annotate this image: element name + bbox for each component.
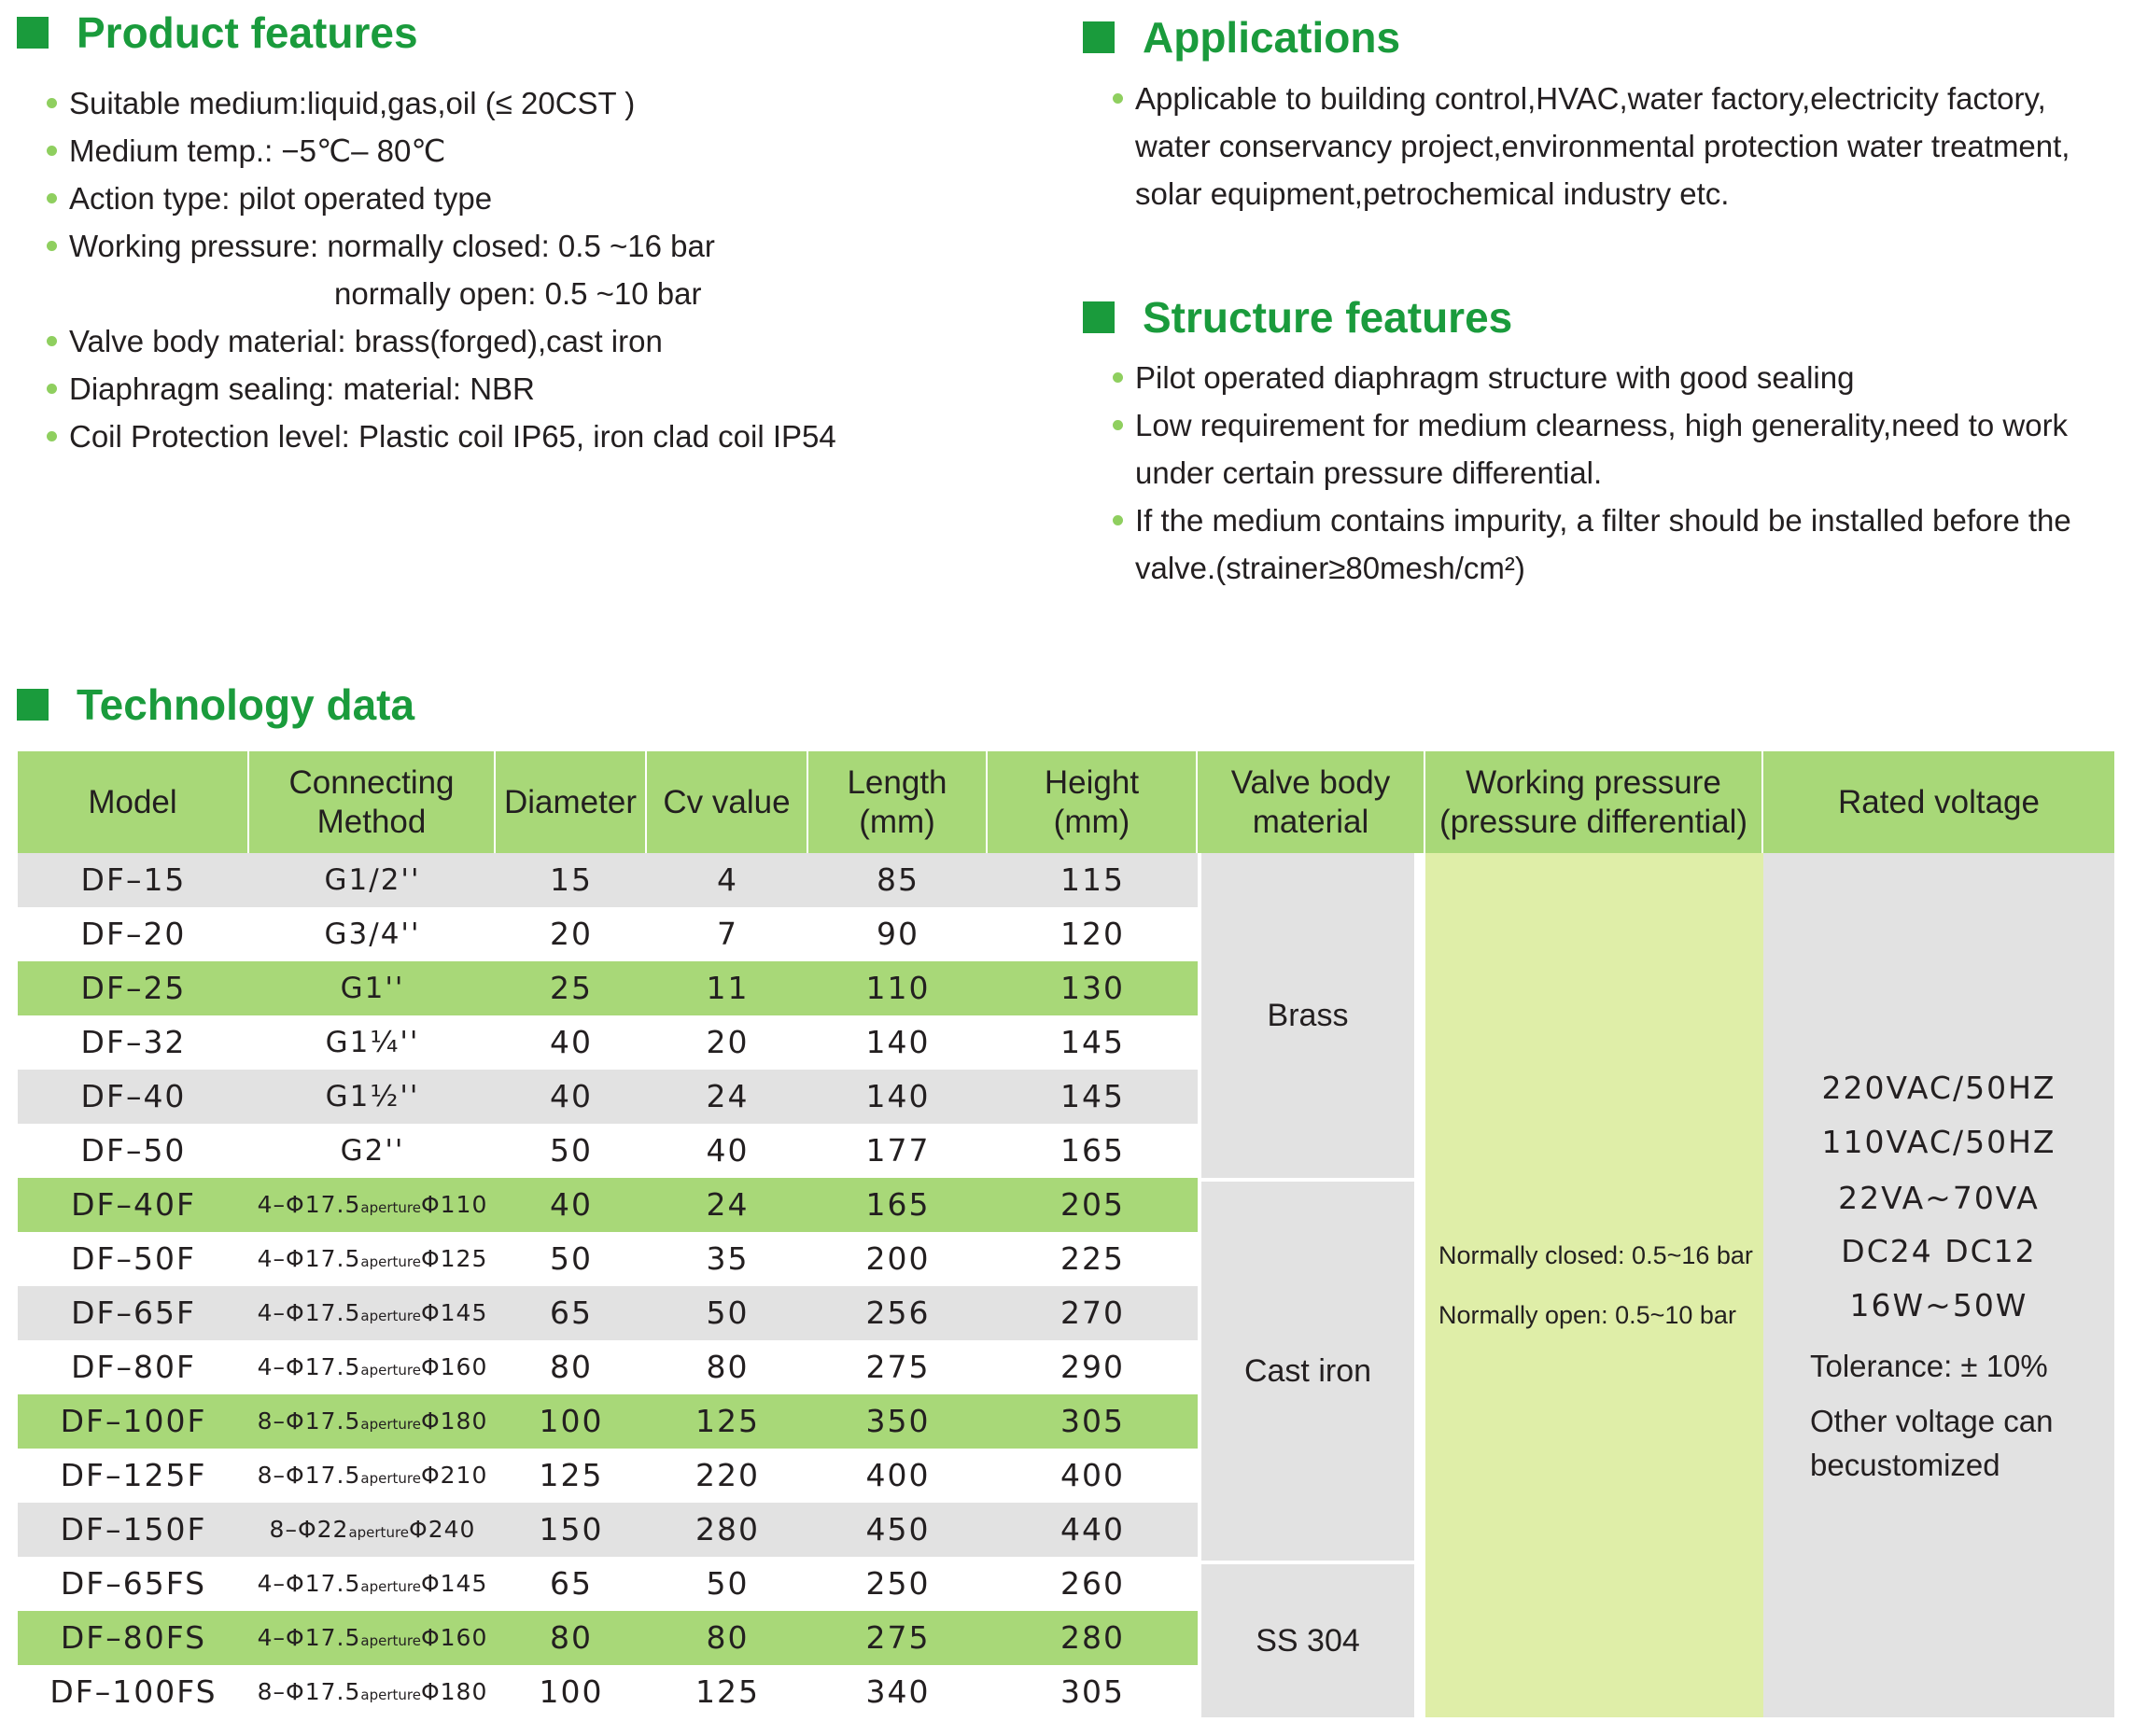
cell-len: 275 bbox=[865, 1349, 931, 1385]
flange-spec: 4–Φ17.5 bbox=[257, 1299, 361, 1326]
cell-len: 177 bbox=[865, 1132, 931, 1169]
cell-hgt: 305 bbox=[1060, 1673, 1125, 1710]
structure-features-list bbox=[1113, 354, 2128, 592]
applications-line: Applicable to building control,HVAC,water factory,electricity factory, bbox=[1135, 81, 2046, 116]
table-row bbox=[18, 1232, 1198, 1286]
material-label: Brass bbox=[1267, 997, 1349, 1033]
technology-data-header bbox=[17, 672, 577, 737]
cell-cv: 125 bbox=[695, 1673, 760, 1710]
aperture-label: aperture bbox=[360, 1253, 421, 1270]
cell-cv: 20 bbox=[706, 1024, 750, 1060]
cell-model: DF–15 bbox=[80, 861, 187, 898]
header-diameter bbox=[496, 751, 647, 853]
table-row bbox=[18, 1015, 1198, 1070]
cell-hgt: 165 bbox=[1060, 1132, 1125, 1169]
cell-len: 140 bbox=[865, 1078, 931, 1114]
cell-model: DF–50 bbox=[80, 1132, 187, 1169]
list-item bbox=[1113, 497, 2128, 592]
material-brass bbox=[1201, 853, 1414, 1178]
voltage-line: DC24 DC12 bbox=[1841, 1233, 2037, 1269]
header-length bbox=[808, 751, 988, 853]
list-item: Suitable medium:liquid,gas,oil (≤ 20CST ) bbox=[47, 79, 1044, 127]
cell-cv: 24 bbox=[706, 1186, 750, 1223]
cell-connecting-method bbox=[249, 1611, 496, 1665]
cell-hgt: 400 bbox=[1060, 1457, 1125, 1493]
cell-len: 110 bbox=[865, 970, 931, 1006]
applications-list bbox=[1113, 75, 2128, 217]
aperture-label: aperture bbox=[360, 1199, 421, 1216]
square-bullet-icon bbox=[1083, 301, 1115, 333]
list-item: Valve body material: brass(forged),cast iron bbox=[47, 317, 1044, 365]
aperture-label: aperture bbox=[360, 1687, 421, 1703]
cell-dia: 40 bbox=[550, 1186, 593, 1223]
list-item: Coil Protection level: Plastic coil IP65, iron clad coil IP54 bbox=[47, 413, 1044, 460]
applications-header bbox=[1083, 5, 2128, 70]
cell-connecting-method bbox=[249, 1070, 496, 1124]
table-row bbox=[18, 961, 1198, 1015]
table-row bbox=[18, 1557, 1198, 1611]
cell-dia: 40 bbox=[550, 1078, 593, 1114]
header-label: Connecting bbox=[288, 763, 455, 801]
cell-cv: 125 bbox=[695, 1403, 760, 1439]
cell-cv: 11 bbox=[706, 970, 750, 1006]
cell-len: 85 bbox=[877, 861, 919, 898]
voltage-line: 22VA~70VA bbox=[1838, 1180, 2040, 1216]
flange-spec: Φ160 bbox=[420, 1624, 488, 1651]
cell-dia: 80 bbox=[550, 1349, 593, 1385]
cell-dia: 20 bbox=[550, 916, 593, 952]
structure-line: under certain pressure differential. bbox=[1135, 455, 1603, 490]
cell-model: DF–65F bbox=[71, 1295, 196, 1331]
flange-spec: Φ110 bbox=[420, 1191, 488, 1218]
list-item bbox=[1113, 75, 2128, 217]
cell-len: 250 bbox=[865, 1565, 931, 1602]
flange-spec: 8–Φ17.5 bbox=[257, 1678, 361, 1705]
cell-model: DF–20 bbox=[80, 916, 187, 952]
applications-line: solar equipment,petrochemical industry etc. bbox=[1135, 176, 1730, 211]
cell-connecting-method bbox=[249, 1665, 496, 1719]
aperture-label: aperture bbox=[360, 1416, 421, 1433]
cell-hgt: 290 bbox=[1060, 1349, 1125, 1385]
cell-connecting-method bbox=[249, 1124, 496, 1178]
header-label: Cv value bbox=[663, 783, 791, 820]
flange-spec: 4–Φ17.5 bbox=[257, 1570, 361, 1597]
cell-len: 200 bbox=[865, 1240, 931, 1277]
pressure-open-text: normally open: 0.5 ~10 bar bbox=[334, 276, 702, 311]
header-label: Length bbox=[847, 763, 947, 801]
cell-connecting-method bbox=[249, 907, 496, 961]
cell-dia: 15 bbox=[550, 861, 593, 898]
cell-hgt: 205 bbox=[1060, 1186, 1125, 1223]
header-working-pressure bbox=[1425, 751, 1763, 853]
structure-line: If the medium contains impurity, a filter should be installed before the bbox=[1135, 503, 2071, 538]
cell-len: 340 bbox=[865, 1673, 931, 1710]
flange-spec: Φ145 bbox=[420, 1299, 488, 1326]
aperture-label: aperture bbox=[360, 1632, 421, 1649]
product-features-header bbox=[17, 0, 1044, 65]
cell-hgt: 280 bbox=[1060, 1619, 1125, 1656]
cell-len: 165 bbox=[865, 1186, 931, 1223]
voltage-line: 16W~50W bbox=[1849, 1287, 2028, 1323]
cell-model: DF–125F bbox=[60, 1457, 207, 1493]
cell-cv: 40 bbox=[706, 1132, 750, 1169]
structure-features-section bbox=[1083, 285, 2128, 592]
cell-model: DF–25 bbox=[80, 970, 187, 1006]
technology-data-title-row bbox=[17, 672, 577, 737]
cell-dia: 50 bbox=[550, 1132, 593, 1169]
applications-line: water conservancy project,environmental protection water treatment, bbox=[1135, 129, 2070, 163]
pressure-open: Normally open: 0.5~10 bar bbox=[1438, 1301, 1736, 1329]
header-valve-body-material bbox=[1198, 751, 1425, 853]
cell-dia: 80 bbox=[550, 1619, 593, 1656]
cell-connecting-method bbox=[249, 961, 496, 1015]
flange-spec: Φ180 bbox=[420, 1407, 488, 1435]
cell-cv: 80 bbox=[706, 1619, 750, 1656]
header-label: Method bbox=[316, 803, 427, 840]
table-row bbox=[18, 1286, 1198, 1340]
header-label: Rated voltage bbox=[1838, 783, 2040, 820]
cell-dia: 65 bbox=[550, 1565, 593, 1602]
material-cast-iron bbox=[1201, 1182, 1414, 1561]
cell-connecting-method bbox=[249, 1340, 496, 1394]
table-row bbox=[18, 1340, 1198, 1394]
table-row bbox=[18, 1611, 1198, 1665]
cell-len: 400 bbox=[865, 1457, 931, 1493]
cell-dia: 100 bbox=[539, 1403, 604, 1439]
flange-spec: Φ240 bbox=[409, 1516, 476, 1543]
list-item: Action type: pilot operated type bbox=[47, 175, 1044, 222]
connection-label: G3/4'' bbox=[324, 917, 421, 951]
header-label: Working pressure bbox=[1466, 763, 1721, 801]
flange-spec: 4–Φ17.5 bbox=[257, 1353, 361, 1380]
cell-connecting-method bbox=[249, 1449, 496, 1503]
aperture-label: aperture bbox=[360, 1470, 421, 1487]
list-item: Diaphragm sealing: material: NBR bbox=[47, 365, 1044, 413]
table-row bbox=[18, 907, 1198, 961]
cell-len: 275 bbox=[865, 1619, 931, 1656]
cell-hgt: 440 bbox=[1060, 1511, 1125, 1547]
connection-label: G1/2'' bbox=[324, 863, 421, 897]
voltage-note: becustomized bbox=[1810, 1448, 2000, 1482]
square-bullet-icon bbox=[17, 689, 49, 721]
table-row bbox=[18, 1178, 1198, 1232]
header-label: (pressure differential) bbox=[1438, 803, 1748, 840]
cell-hgt: 145 bbox=[1060, 1024, 1125, 1060]
cell-model: DF–80FS bbox=[60, 1619, 207, 1656]
cell-connecting-method bbox=[249, 1286, 496, 1340]
rated-voltage-cell bbox=[1763, 853, 2114, 1717]
tolerance-text: Tolerance: ± 10% bbox=[1810, 1349, 2048, 1383]
aperture-label: aperture bbox=[348, 1524, 410, 1541]
header-label: (mm) bbox=[859, 803, 935, 840]
header-connecting-method bbox=[249, 751, 496, 853]
flange-spec: Φ145 bbox=[420, 1570, 488, 1597]
cell-model: DF–65FS bbox=[60, 1565, 207, 1602]
cell-model: DF–50F bbox=[71, 1240, 196, 1277]
header-label: (mm) bbox=[1053, 803, 1130, 840]
table-row bbox=[18, 1665, 1198, 1719]
voltage-note: Other voltage can bbox=[1810, 1404, 2054, 1438]
header-model bbox=[18, 751, 249, 853]
header-label: Height bbox=[1044, 763, 1140, 801]
cell-connecting-method bbox=[249, 853, 496, 907]
connection-label: G2'' bbox=[340, 1134, 405, 1168]
connection-label: G1½'' bbox=[325, 1080, 420, 1113]
flange-spec: 8–Φ17.5 bbox=[257, 1407, 361, 1435]
cell-dia: 50 bbox=[550, 1240, 593, 1277]
cell-model: DF–40 bbox=[80, 1078, 187, 1114]
product-features-title: Product features bbox=[77, 8, 418, 57]
header-height bbox=[988, 751, 1198, 853]
technology-data-table bbox=[18, 751, 2114, 1717]
structure-line: valve.(strainer≥80mesh/cm²) bbox=[1135, 551, 1525, 585]
cell-model: DF–80F bbox=[71, 1349, 196, 1385]
cell-cv: 7 bbox=[717, 916, 738, 952]
product-features-section bbox=[17, 0, 1044, 460]
table-row bbox=[18, 853, 1198, 907]
material-label: Cast iron bbox=[1243, 1352, 1372, 1389]
applications-section bbox=[1083, 5, 2128, 217]
cell-len: 140 bbox=[865, 1024, 931, 1060]
cell-hgt: 145 bbox=[1060, 1078, 1125, 1114]
cell-hgt: 305 bbox=[1060, 1403, 1125, 1439]
aperture-label: aperture bbox=[360, 1308, 421, 1324]
list-item bbox=[1113, 401, 2128, 497]
cell-hgt: 120 bbox=[1060, 916, 1125, 952]
list-item: Medium temp.: −5℃– 80℃ bbox=[47, 127, 1044, 175]
cell-cv: 80 bbox=[706, 1349, 750, 1385]
list-item: Pilot operated diaphragm structure with good sealing bbox=[1113, 354, 2128, 401]
cell-len: 256 bbox=[865, 1295, 931, 1331]
structure-features-title: Structure features bbox=[1143, 293, 1513, 342]
header-rated-voltage bbox=[1763, 751, 2114, 853]
cell-dia: 25 bbox=[550, 970, 593, 1006]
flange-spec: 4–Φ17.5 bbox=[257, 1624, 361, 1651]
cell-dia: 125 bbox=[539, 1457, 604, 1493]
working-pressure-cell bbox=[1425, 853, 1763, 1717]
aperture-label: aperture bbox=[360, 1578, 421, 1595]
cell-connecting-method bbox=[249, 1394, 496, 1449]
flange-spec: 4–Φ17.5 bbox=[257, 1191, 361, 1218]
voltage-line: 110VAC/50HZ bbox=[1821, 1124, 2056, 1160]
flange-spec: Φ210 bbox=[420, 1462, 488, 1489]
material-label: SS 304 bbox=[1256, 1622, 1360, 1659]
header-label: material bbox=[1252, 803, 1369, 840]
cell-dia: 100 bbox=[539, 1673, 604, 1710]
cell-connecting-method bbox=[249, 1232, 496, 1286]
cell-cv: 35 bbox=[706, 1240, 750, 1277]
cell-hgt: 260 bbox=[1060, 1565, 1125, 1602]
cell-len: 450 bbox=[865, 1511, 931, 1547]
square-bullet-icon bbox=[1083, 21, 1115, 53]
flange-spec: 8–Φ22 bbox=[269, 1516, 349, 1543]
table-body bbox=[18, 853, 1198, 1719]
cell-cv: 24 bbox=[706, 1078, 750, 1114]
square-bullet-icon bbox=[17, 17, 49, 49]
connection-label: G1'' bbox=[340, 972, 405, 1005]
cell-connecting-method bbox=[249, 1503, 496, 1557]
table-row bbox=[18, 1124, 1198, 1178]
cell-model: DF–100F bbox=[60, 1403, 207, 1439]
cell-hgt: 270 bbox=[1060, 1295, 1125, 1331]
table-row bbox=[18, 1394, 1198, 1449]
cell-len: 350 bbox=[865, 1403, 931, 1439]
structure-features-header bbox=[1083, 285, 2128, 350]
pressure-closed: Normally closed: 0.5~16 bar bbox=[1438, 1241, 1753, 1269]
cell-cv: 50 bbox=[706, 1295, 750, 1331]
header-model-label: Model bbox=[88, 783, 177, 820]
header-label: Diameter bbox=[504, 783, 637, 820]
cell-model: DF–100FS bbox=[49, 1673, 218, 1710]
product-features-list bbox=[47, 79, 1044, 460]
cell-connecting-method bbox=[249, 1178, 496, 1232]
cell-dia: 150 bbox=[539, 1511, 604, 1547]
flange-spec: Φ160 bbox=[420, 1353, 488, 1380]
cell-connecting-method bbox=[249, 1557, 496, 1611]
cell-cv: 220 bbox=[695, 1457, 760, 1493]
cell-hgt: 115 bbox=[1060, 861, 1125, 898]
table-row bbox=[18, 1070, 1198, 1124]
flange-spec: Φ125 bbox=[420, 1245, 488, 1272]
material-ss304 bbox=[1201, 1564, 1414, 1717]
cell-dia: 65 bbox=[550, 1295, 593, 1331]
flange-spec: Φ180 bbox=[420, 1678, 488, 1705]
header-label: Valve body bbox=[1230, 763, 1391, 801]
voltage-line: 220VAC/50HZ bbox=[1821, 1070, 2056, 1106]
table-row bbox=[18, 1503, 1198, 1557]
flange-spec: 8–Φ17.5 bbox=[257, 1462, 361, 1489]
cell-cv: 280 bbox=[695, 1511, 760, 1547]
cell-hgt: 225 bbox=[1060, 1240, 1125, 1277]
cell-model: DF–150F bbox=[60, 1511, 207, 1547]
technology-data-title: Technology data bbox=[77, 680, 415, 729]
cell-cv: 4 bbox=[717, 861, 738, 898]
list-item bbox=[47, 222, 1044, 317]
structure-line: Low requirement for medium clearness, high generality,need to work bbox=[1135, 408, 2069, 442]
cell-cv: 50 bbox=[706, 1565, 750, 1602]
connection-label: G1¼'' bbox=[325, 1026, 420, 1059]
table-row bbox=[18, 1449, 1198, 1503]
aperture-label: aperture bbox=[360, 1362, 421, 1379]
cell-len: 90 bbox=[877, 916, 919, 952]
cell-connecting-method bbox=[249, 1015, 496, 1070]
cell-model: DF–32 bbox=[80, 1024, 187, 1060]
cell-hgt: 130 bbox=[1060, 970, 1125, 1006]
cell-dia: 40 bbox=[550, 1024, 593, 1060]
header-cv-value bbox=[647, 751, 808, 853]
flange-spec: 4–Φ17.5 bbox=[257, 1245, 361, 1272]
pressure-closed-text: Working pressure: normally closed: 0.5 ~16 bar bbox=[69, 229, 715, 263]
applications-title: Applications bbox=[1143, 13, 1401, 62]
cell-model: DF–40F bbox=[71, 1186, 196, 1223]
